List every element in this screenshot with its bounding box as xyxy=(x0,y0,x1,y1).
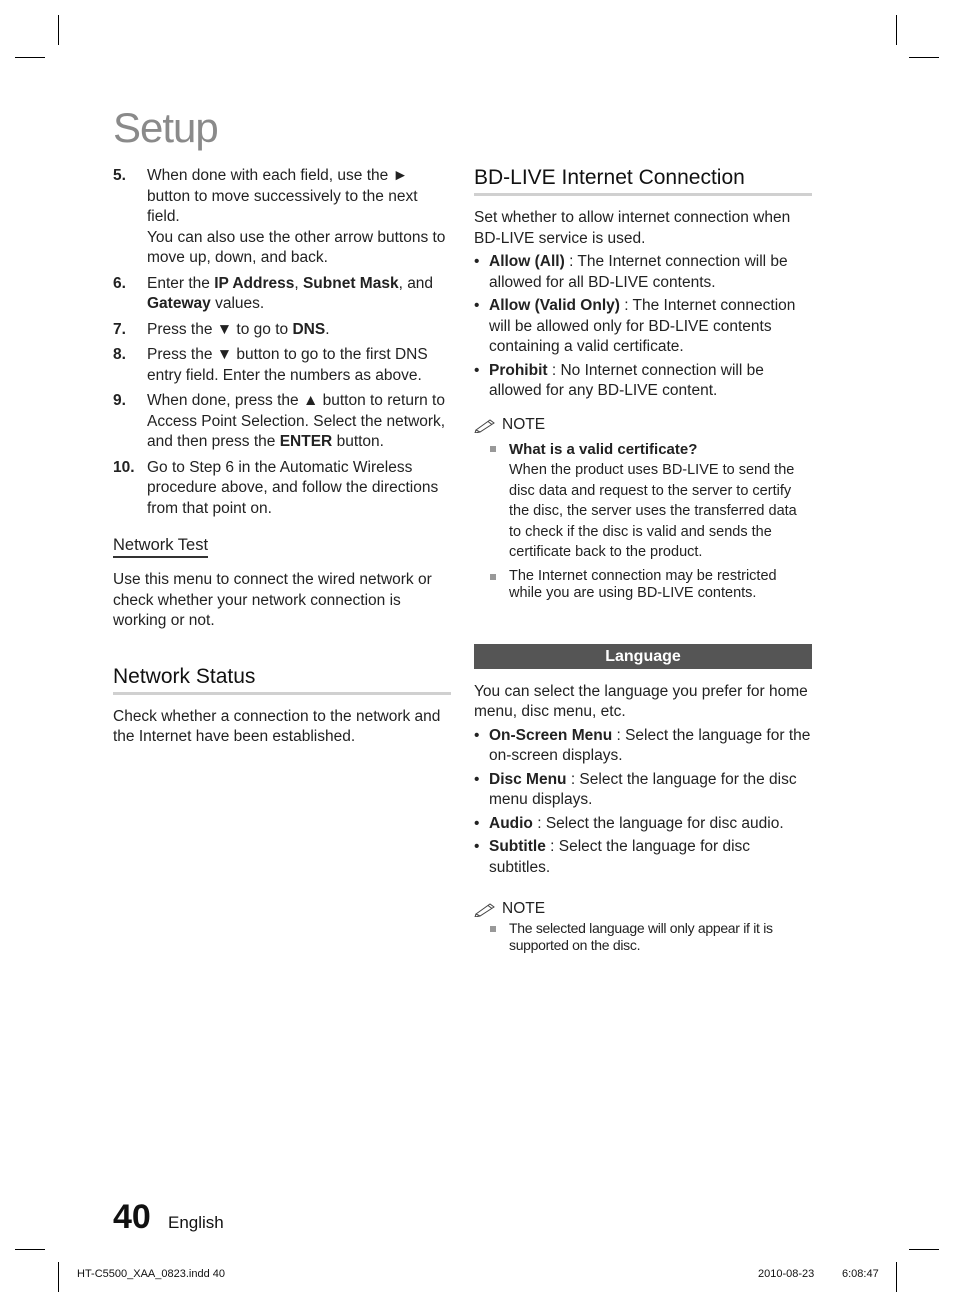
network-test-text: Use this menu to connect the wired network or check whether your network connection is working or not. xyxy=(113,571,432,629)
language-heading: Language xyxy=(474,644,812,669)
crop-mark xyxy=(15,57,45,58)
pencil-note-icon xyxy=(474,901,498,917)
list-item: • Subtitle : Select the language for disc subtitles. xyxy=(474,837,812,878)
list-item: • Audio : Select the language for disc audio. xyxy=(474,814,812,835)
left-column xyxy=(113,166,451,748)
page-number: 40 xyxy=(113,1198,151,1236)
slug-file: HT-C5500_XAA_0823.indd 40 xyxy=(77,1268,225,1280)
step-item: 9. When done, press the ▲ button to return to Access Point Selection. Select the network, and then press the ENTER button. xyxy=(113,392,446,450)
step-item: 6. Enter the IP Address, Subnet Mask, and Gateway values. xyxy=(113,274,434,312)
list-item: • On-Screen Menu : Select the language for the on-screen displays. xyxy=(474,726,812,767)
slug-date: 2010-08-23 xyxy=(758,1268,815,1280)
crop-mark xyxy=(909,57,939,58)
bdlive-note-heading: NOTE xyxy=(474,416,812,434)
note-item: The Internet connection may be restricted while you are using BD-LIVE contents. xyxy=(489,568,812,602)
bdlive-notes xyxy=(474,440,812,602)
language-label: English xyxy=(168,1213,224,1232)
step-item: 8. Press the ▼ button to go to the first DNS entry field. Enter the numbers as above. xyxy=(113,346,428,384)
list-item: • Allow (All) : The Internet connection will be allowed for all BD-LIVE contents. xyxy=(474,252,812,293)
network-status-text: Check whether a connection to the network and the Internet have been established. xyxy=(113,707,441,745)
step-item: 10. Go to Step 6 in the Automatic Wireless procedure above, and follow the directions from that point on. xyxy=(113,458,439,517)
crop-mark xyxy=(909,1249,939,1250)
right-column xyxy=(474,166,812,959)
language-options xyxy=(474,726,812,879)
list-item: • Allow (Valid Only) : The Internet connection will be allowed only for BD-LIVE contents containing a valid certificate. xyxy=(474,296,812,358)
note-item: What is a valid certificate? When the product uses BD-LIVE to send the disc data and request to the server to certify the disc, the server uses the transferred data to check if the disc is valid and sends the certificate back to the product. xyxy=(489,440,812,563)
language-intro: You can select the language you prefer for home menu, disc menu, etc. xyxy=(474,682,808,720)
bdlive-options xyxy=(474,252,812,402)
crop-mark xyxy=(896,15,897,45)
list-item: • Prohibit : No Internet connection will be allowed for any BD-LIVE content. xyxy=(474,361,812,402)
language-notes xyxy=(474,920,812,954)
language-note-heading: NOTE xyxy=(474,900,812,918)
note-item: The selected language will only appear if it is supported on the disc. xyxy=(489,920,812,954)
slug-time: 6:08:47 xyxy=(842,1268,879,1280)
setup-steps xyxy=(113,166,451,519)
section-title: Setup xyxy=(113,104,218,151)
step-item: 5. When done with each field, use the ► button to move successively to the next field. You can also use the other arrow buttons to move up, down, and back. xyxy=(113,167,446,266)
crop-mark xyxy=(58,15,59,45)
network-status-heading: Network Status xyxy=(113,665,451,695)
pencil-note-icon xyxy=(474,417,498,433)
crop-mark xyxy=(58,1262,59,1292)
list-item: • Disc Menu : Select the language for the disc menu displays. xyxy=(474,770,812,811)
step-item: 7. Press the ▼ to go to DNS. xyxy=(113,320,330,338)
crop-mark xyxy=(896,1262,897,1292)
network-test-heading: Network Test xyxy=(113,536,208,558)
crop-mark xyxy=(15,1249,45,1250)
bdlive-heading: BD-LIVE Internet Connection xyxy=(474,166,812,196)
bdlive-intro: Set whether to allow internet connection when BD-LIVE service is used. xyxy=(474,209,791,247)
